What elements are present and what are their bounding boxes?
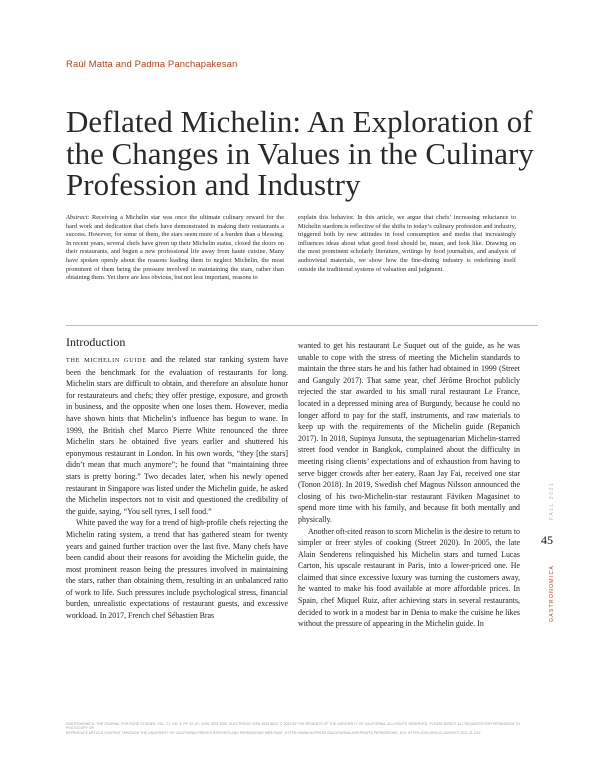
body-right-column xyxy=(298,340,520,630)
footer-line: GASTRONOMICA: THE JOURNAL FOR FOOD STUDIES, VOL. 21, NO. 3, PP. 57–67, ISSN 1529-3262, ELECTRONIC ISSN 1533-8622. © 2021 BY THE REGENTS OF THE UNIVERSITY OF CALIFORNIA. ALL RIGHTS RESERVED. PLEASE DIRECT ALL REQUESTS FOR PERMISSION TO PHOTOCOPY OR xyxy=(66,722,521,731)
body-paragraph: Another oft-cited reason to scorn Michelin is the desire to return to simpler or freer styles of cooking (Street 2020). In 2005, the late Alain Senderens relinquished his Michelin stars and turned Lucas Carton, his upscale restaurant in Paris, into a lower-priced one. He claimed that since excessive luxury was turning the customers away, he wanted to make his food available at more affordable prices. In Spain, chef Miquel Ruiz, after achieving stars in several restaurants, decided to work in a modest bar in Denia to make the cuisine he likes without the pressure of appearing in the Michelin guide. In xyxy=(298,526,520,629)
lead-in-smallcaps: THE MICHELIN GUIDE xyxy=(66,357,147,364)
page-number: 45 xyxy=(541,533,553,547)
article-title: Deflated Michelin: An Exploration of the Changes in Values in the Culinary Profession and Industry xyxy=(66,104,534,202)
paragraph-text: and the related star ranking system have been the benchmark for the evaluation of restaurants for long. Michelin stars are difficult to obtain, and therefore an absolute honor for restaurateurs and chefs; they offer prestige, exposure, and growth in business, and the opposite when one loses them. However, media have shown hints that Michelin’s influence has begun to wane. In 1999, the British chef Marco Pierre White renounced the three Michelin stars he obtained five years earlier and shuttered his eponymous restaurant in London. In his own words, “they [the stars] didn’t mean that much anymore”; he found that “maintaining three stars is pretty boring.” Two decades later, when his newly opened restaurant in Singapore was listed under the Michelin guide, he asked the Michelin inspectors not to visit and questioned the credibility of the guide, saying, “You sell tyres, I sell food.” xyxy=(66,355,288,516)
issue-date-vertical: FALL 2021 xyxy=(549,481,555,520)
section-heading-introduction: Introduction xyxy=(66,335,126,349)
section-divider xyxy=(66,325,538,326)
body-paragraph: wanted to get his restaurant Le Suquet out of the guide, as he was unable to cope with the stress of meeting the Michelin standards to maintain the three stars he and his father had obtained in 1999 (Street and Ganguly 2017). That same year, chef Jérôme Brochot publicly rejected the star awarded to his small rural restaurant Le France, located in a depressed mining area of Burgundy, because he could no longer afford to pay for the staff, instruments, and raw materials to keep up with the requirements of the Michelin guide (Repanich 2017). In 2018, Supinya Junsuta, the septuagenarian Michelin-starred street food vendor in Bangkok, complained about the difficulty in meeting rising clients’ expectations and of exhaustion from having to serve bigger crowds after her eatery, Raan Jay Fai, received one star (Tonon 2018). In 2019, Swedish chef Magnus Nilsson announced the closing of his two-Michelin-star restaurant Fäviken Magasinet to spend more time with his family, and because fit both mentally and physically. xyxy=(298,341,520,524)
abstract-paragraph xyxy=(66,214,284,283)
abstract-right-column xyxy=(298,214,516,274)
copyright-footer xyxy=(66,722,536,735)
author-byline: Raúl Matta and Padma Panchapakesan xyxy=(66,59,238,70)
abstract-left-column xyxy=(66,214,284,283)
body-left-column xyxy=(66,354,288,622)
body-paragraph: White paved the way for a trend of high-profile chefs rejecting the Michelin rating system, a trend that has gathered steam for twenty years and gained further traction over the last five. Many chefs have been candid about their reasons for avoiding the Michelin guide, the most prominent reason being the pressures involved in maintaining the stars, rather than obtaining them, resulting in an unbalanced ratio of work to life. Such pressures include psychological stress, financial burden, unrealistic expectations of restaurant guests, and excessive workload. In 2017, French chef Sébastien Bras xyxy=(66,518,288,621)
body-paragraph xyxy=(66,354,288,517)
abstract-label: Abstract: xyxy=(66,214,90,221)
abstract-text-left: Receiving a Michelin star was once the ultimate culinary reward for the hard work and dedication that chefs have demonstrated in making their restaurants a success. However, for some of them, the stars seem more of a burden than a blessing. In recent years, several chefs have given up their Michelin status, closed the doors on their restaurants, and begun a new professional life away from haute cuisine. Many have spoken openly about the reasons leading them to neglect Michelin, the most prominent of them being the pressure involved in maintaining the stars, rather than obtaining them. Yet there are less obvious, but not less important, reasons to xyxy=(66,214,284,282)
journal-name-vertical: GASTRONOMICA xyxy=(549,564,555,622)
footer-line: REPRODUCE ARTICLE CONTENT THROUGH THE UNIVERSITY OF CALIFORNIA PRESS’S REPRINTS AND PERMISSIONS WEB PAGE, HTTPS://WWW.UCPRESS.EDU/JOURNALS/REPRINTS-PERMISSIONS. DOI: HTTPS://DOI.ORG/10.1525/GFC.2021.21.3.57 xyxy=(66,730,481,735)
abstract-text-right: explain this behavior. In this article, we argue that chefs’ increasing reluctance to Michelin stardom is reflective of the shifts in today’s culinary profession and industry, triggered both by new attitudes in food consumption and media that increasingly influences ideas about what good food should be, mean, and look like. Drawing on the most prominent scholarly literature, writings by food journalists, and analysis of audiovisual materials, we show how the fine-dining industry is redefining itself outside the traditional systems of valuation and judgment. xyxy=(298,214,516,273)
